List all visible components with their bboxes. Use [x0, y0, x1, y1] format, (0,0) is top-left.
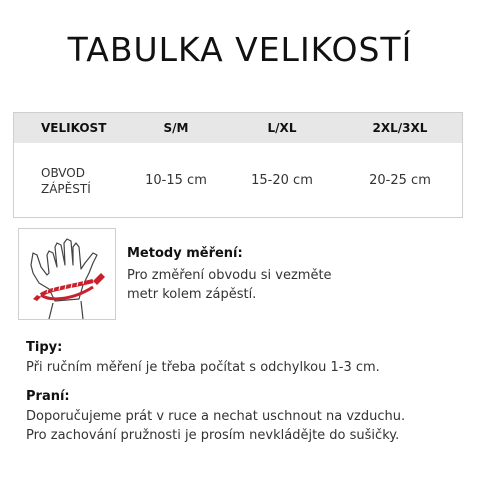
value-2xl3xl: 20-25 cm [369, 173, 431, 188]
size-table-header [14, 113, 462, 143]
page-title: TABULKA VELIKOSTÍ [67, 30, 413, 69]
row-label-line1: OBVOD [41, 165, 85, 180]
method-line-1: Pro změření obvodu si vezměte [127, 268, 332, 283]
tips-section [26, 340, 466, 377]
tips-heading: Tipy: [26, 340, 63, 355]
method-heading: Metody měření: [127, 246, 243, 261]
value-lxl: 15-20 cm [251, 173, 313, 188]
wash-line-2: Pro zachování pružnosti je prosím nevkládějte do sušičky. [26, 428, 400, 443]
wash-heading: Praní: [26, 389, 70, 404]
hand-measure-illustration [18, 228, 116, 320]
wash-line-1: Doporučujeme prát v ruce a nechat uschnout na vzduchu. [26, 409, 406, 424]
header-2xl3xl: 2XL/3XL [372, 121, 428, 135]
table-row [14, 143, 462, 218]
row-label-line2: ZÁPĚSTÍ [41, 181, 91, 196]
measurement-method-section [127, 246, 457, 304]
header-sm: S/M [163, 121, 189, 135]
header-size: VELIKOST [41, 121, 107, 135]
method-line-2: metr kolem zápěstí. [127, 287, 257, 302]
tips-line-1: Při ručním měření je třeba počítat s odchylkou 1-3 cm. [26, 360, 380, 375]
washing-section [26, 389, 471, 445]
header-lxl: L/XL [267, 121, 297, 135]
hand-with-measuring-tape-icon [19, 229, 115, 319]
value-sm: 10-15 cm [145, 173, 207, 188]
row-label [14, 165, 126, 197]
size-table [13, 112, 463, 218]
